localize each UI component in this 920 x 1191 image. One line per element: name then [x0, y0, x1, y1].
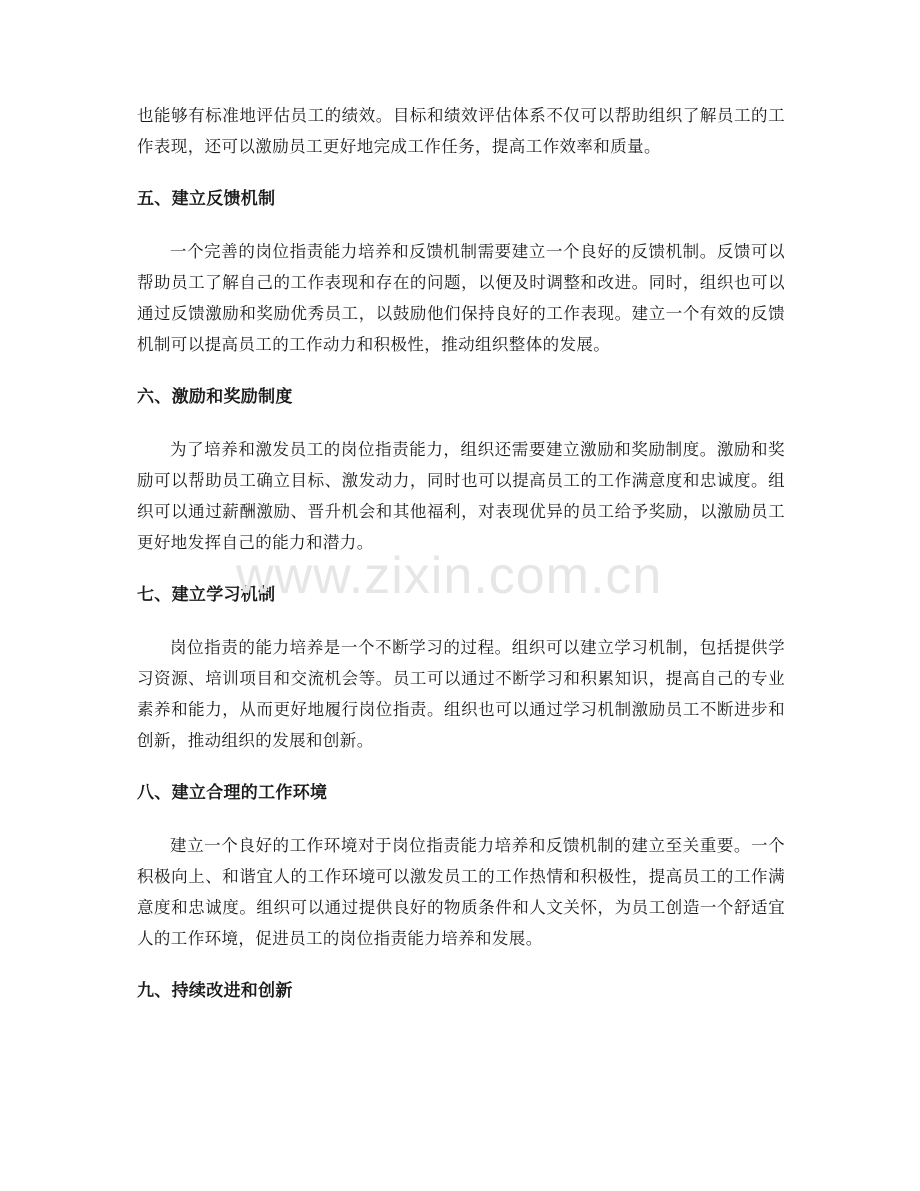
- section-heading-improvement: 九、持续改进和创新: [137, 981, 293, 1001]
- section-heading-environment: 八、建立合理的工作环境: [137, 783, 328, 803]
- section-heading-learning: 七、建立学习机制: [137, 585, 276, 605]
- paragraph-incentives: 为了培养和激发员工的岗位指责能力，组织还需要建立激励和奖励制度。激励和奖励可以帮助员工确立目标、激发动力，同时也可以提高员工的工作满意度和忠诚度。组织可以通过薪酬激励、晋升机会和其他福利，对表现优异的员工给予奖励，以激励员工更好地发挥自己的能力和潜力。: [137, 440, 785, 552]
- paragraph-learning: 岗位指责的能力培养是一个不断学习的过程。组织可以建立学习机制，包括提供学习资源、培训项目和交流机会等。员工可以通过不断学习和积累知识，提高自己的专业素养和能力，从而更好地履行岗位指责。组织也可以通过学习机制激励员工不断进步和创新，推动组织的发展和创新。: [137, 638, 785, 750]
- paragraph-environment: 建立一个良好的工作环境对于岗位指责能力培养和反馈机制的建立至关重要。一个积极向上、和谐宜人的工作环境可以激发员工的工作热情和积极性，提高员工的工作满意度和忠诚度。组织可以通过提供良好的物质条件和人文关怀，为员工创造一个舒适宜人的工作环境，促进员工的岗位指责能力培养和发展。: [137, 836, 785, 948]
- paragraph-feedback: 一个完善的岗位指责能力培养和反馈机制需要建立一个良好的反馈机制。反馈可以帮助员工了解自己的工作表现和存在的问题，以便及时调整和改进。同时，组织也可以通过反馈激励和奖励优秀员工，以鼓励他们保持良好的工作表现。建立一个有效的反馈机制可以提高员工的工作动力和积极性，推动组织整体的发展。: [137, 242, 785, 354]
- watermark-text: www.zixin.com.cn: [236, 547, 663, 605]
- paragraph-goal-evaluation: 也能够有标准地评估员工的绩效。目标和绩效评估体系不仅可以帮助组织了解员工的工作表现，还可以激励员工更好地完成工作任务，提高工作效率和质量。: [137, 106, 785, 156]
- document-body: [137, 100, 785, 1028]
- section-heading-incentives: 六、激励和奖励制度: [137, 387, 293, 407]
- section-heading-feedback: 五、建立反馈机制: [137, 189, 276, 209]
